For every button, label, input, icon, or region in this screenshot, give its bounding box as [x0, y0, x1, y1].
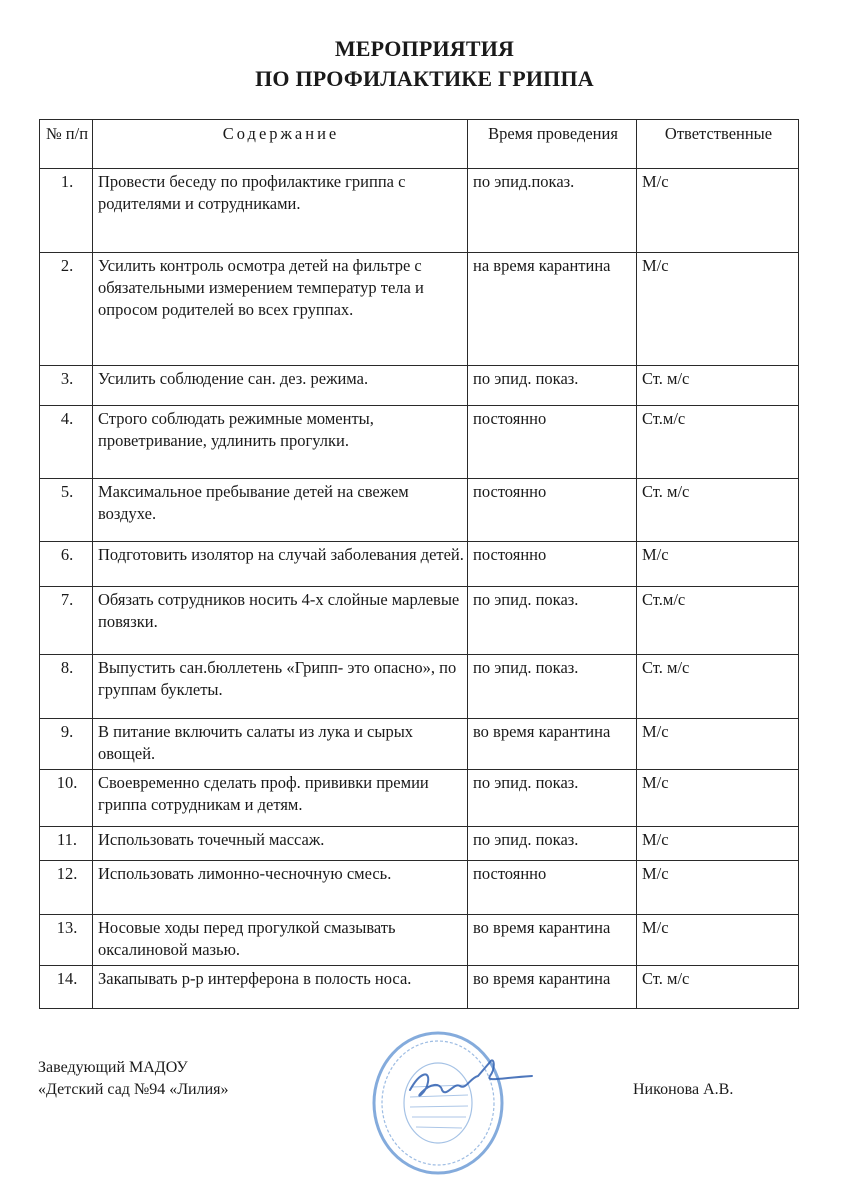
row-responsible: М/с	[637, 719, 799, 770]
table-row	[40, 587, 799, 655]
row-responsible: М/с	[637, 169, 799, 253]
row-responsible: М/с	[637, 861, 799, 915]
row-content: Носовые ходы перед прогулкой смазывать оксалиновой мазью.	[93, 915, 468, 966]
table-row	[40, 253, 799, 366]
row-number: 1.	[40, 169, 93, 253]
signatory-name: Никонова А.В.	[633, 1081, 734, 1098]
row-number: 11.	[40, 827, 93, 861]
row-responsible: Ст. м/с	[637, 966, 799, 1009]
row-number: 12.	[40, 861, 93, 915]
row-responsible: Ст. м/с	[637, 366, 799, 406]
position-line-1: Заведующий МАДОУ	[38, 1059, 188, 1076]
row-time: постоянно	[468, 861, 637, 915]
table-row	[40, 827, 799, 861]
row-responsible: Ст. м/с	[637, 479, 799, 542]
row-number: 2.	[40, 253, 93, 366]
row-responsible: М/с	[637, 253, 799, 366]
row-number: 7.	[40, 587, 93, 655]
row-content: Провести беседу по профилактике гриппа с родителями и сотрудниками.	[93, 169, 468, 253]
row-time: по эпид. показ.	[468, 770, 637, 827]
table-row	[40, 406, 799, 479]
row-time: по эпид.показ.	[468, 169, 637, 253]
measures-table	[39, 119, 799, 1009]
row-responsible: М/с	[637, 827, 799, 861]
row-time: постоянно	[468, 542, 637, 587]
title-line-1: МЕРОПРИЯТИЯ	[334, 36, 515, 61]
row-responsible: М/с	[637, 542, 799, 587]
table-row	[40, 719, 799, 770]
row-number: 6.	[40, 542, 93, 587]
row-content: Выпустить сан.бюллетень «Грипп- это опасно», по группам буклеты.	[93, 655, 468, 719]
table-row	[40, 542, 799, 587]
row-content: Строго соблюдать режимные моменты, проветривание, удлинить прогулки.	[93, 406, 468, 479]
row-number: 3.	[40, 366, 93, 406]
table-row	[40, 479, 799, 542]
table-row	[40, 770, 799, 827]
row-content: Обязать сотрудников носить 4-х слойные марлевые повязки.	[93, 587, 468, 655]
row-responsible: М/с	[637, 915, 799, 966]
row-number: 14.	[40, 966, 93, 1009]
row-time: по эпид. показ.	[468, 366, 637, 406]
row-responsible: Ст.м/с	[637, 587, 799, 655]
row-time: постоянно	[468, 406, 637, 479]
table-row	[40, 861, 799, 915]
row-number: 8.	[40, 655, 93, 719]
table-row	[40, 366, 799, 406]
row-content: Усилить соблюдение сан. дез. режима.	[93, 366, 468, 406]
row-time: по эпид. показ.	[468, 587, 637, 655]
table-row	[40, 655, 799, 719]
row-time: по эпид. показ.	[468, 655, 637, 719]
row-number: 13.	[40, 915, 93, 966]
row-time: во время карантина	[468, 915, 637, 966]
row-content: Максимальное пребывание детей на свежем воздухе.	[93, 479, 468, 542]
table-row	[40, 169, 799, 253]
row-responsible: Ст.м/с	[637, 406, 799, 479]
row-content: Закапывать р-р интерферона в полость носа.	[93, 966, 468, 1009]
table-row	[40, 915, 799, 966]
row-number: 4.	[40, 406, 93, 479]
signatory-position	[38, 1057, 229, 1101]
table-row	[40, 966, 799, 1009]
header-num: № п/п	[40, 120, 93, 169]
header-content: Содержание	[93, 120, 468, 169]
row-content: Своевременно сделать проф. прививки премии гриппа сотрудникам и детям.	[93, 770, 468, 827]
row-responsible: Ст. м/с	[637, 655, 799, 719]
row-content: Использовать лимонно-чесночную смесь.	[93, 861, 468, 915]
row-content: В питание включить салаты из лука и сырых овощей.	[93, 719, 468, 770]
header-time: Время проведения	[468, 120, 637, 169]
title-line-2: ПО ПРОФИЛАКТИКЕ ГРИППА	[255, 66, 594, 91]
document-title	[0, 34, 849, 94]
table-header-row	[40, 120, 799, 169]
row-number: 10.	[40, 770, 93, 827]
row-number: 9.	[40, 719, 93, 770]
row-time: во время карантина	[468, 719, 637, 770]
row-responsible: М/с	[637, 770, 799, 827]
header-responsible: Ответственные	[637, 120, 799, 169]
handwritten-signature	[400, 1042, 535, 1112]
row-time: постоянно	[468, 479, 637, 542]
row-content: Использовать точечный массаж.	[93, 827, 468, 861]
row-number: 5.	[40, 479, 93, 542]
row-time: на время карантина	[468, 253, 637, 366]
row-time: во время карантина	[468, 966, 637, 1009]
position-line-2: «Детский сад №94 «Лилия»	[38, 1081, 229, 1098]
row-content: Подготовить изолятор на случай заболевания детей.	[93, 542, 468, 587]
row-time: по эпид. показ.	[468, 827, 637, 861]
row-content: Усилить контроль осмотра детей на фильтре с обязательными измерением температур тела и опросом родителей во всех группах.	[93, 253, 468, 366]
